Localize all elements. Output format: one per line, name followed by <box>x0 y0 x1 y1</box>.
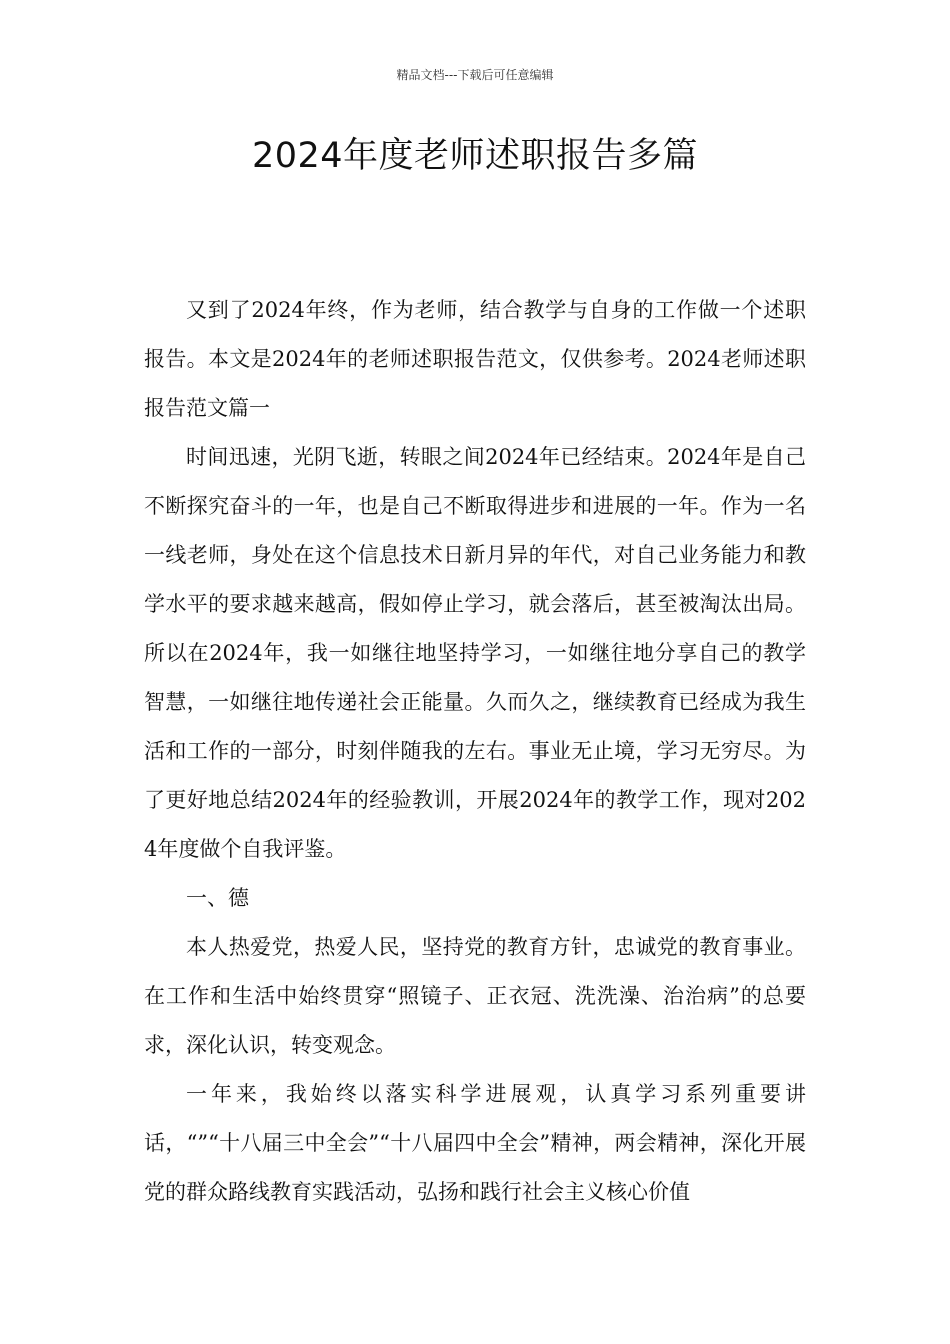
section-heading-de: 一、德 <box>186 886 249 910</box>
document-body <box>144 286 806 1217</box>
paragraph-summary: 时间迅速，光阴飞逝，转眼之间2024年已经结束。2024年是自己不断探究奋斗的一年，也是自己不断取得进步和进展的一年。作为一名一线老师，身处在这个信息技术日新月异的年代，对自己业务能力和教学水平的要求越来越高，假如停止学习，就会落后，甚至被淘汰出局。所以在2024年，我一如继往地坚持学习，一如继往地分享自己的教学智慧，一如继往地传递社会正能量。久而久之，继续教育已经成为我生活和工作的一部分，时刻伴随我的左右。事业无止境，学习无穷尽。为了更好地总结2024年的经验教训，开展2024年的教学工作，现对2024年度做个自我评鉴。 <box>144 445 806 861</box>
header-note: 精品文档---下载后可任意编辑 <box>396 68 554 82</box>
paragraph-study: 一年来，我始终以落实科学进展观，认真学习系列重要讲话，“”“十八届三中全会”“十八届四中全会”精神，两会精神，深化开展党的群众路线教育实践活动，弘扬和践行社会主义核心价值 <box>144 1082 806 1204</box>
paragraph-de: 本人热爱党，热爱人民，坚持党的教育方针，忠诚党的教育事业。在工作和生活中始终贯穿“照镜子、正衣冠、洗洗澡、治治病”的总要求，深化认识，转变观念。 <box>144 935 806 1057</box>
document-title: 2024年度老师述职报告多篇 <box>251 136 699 176</box>
paragraph-intro: 又到了2024年终，作为老师，结合教学与自身的工作做一个述职报告。本文是2024年的老师述职报告范文，仅供参考。2024老师述职报告范文篇一 <box>144 298 806 420</box>
